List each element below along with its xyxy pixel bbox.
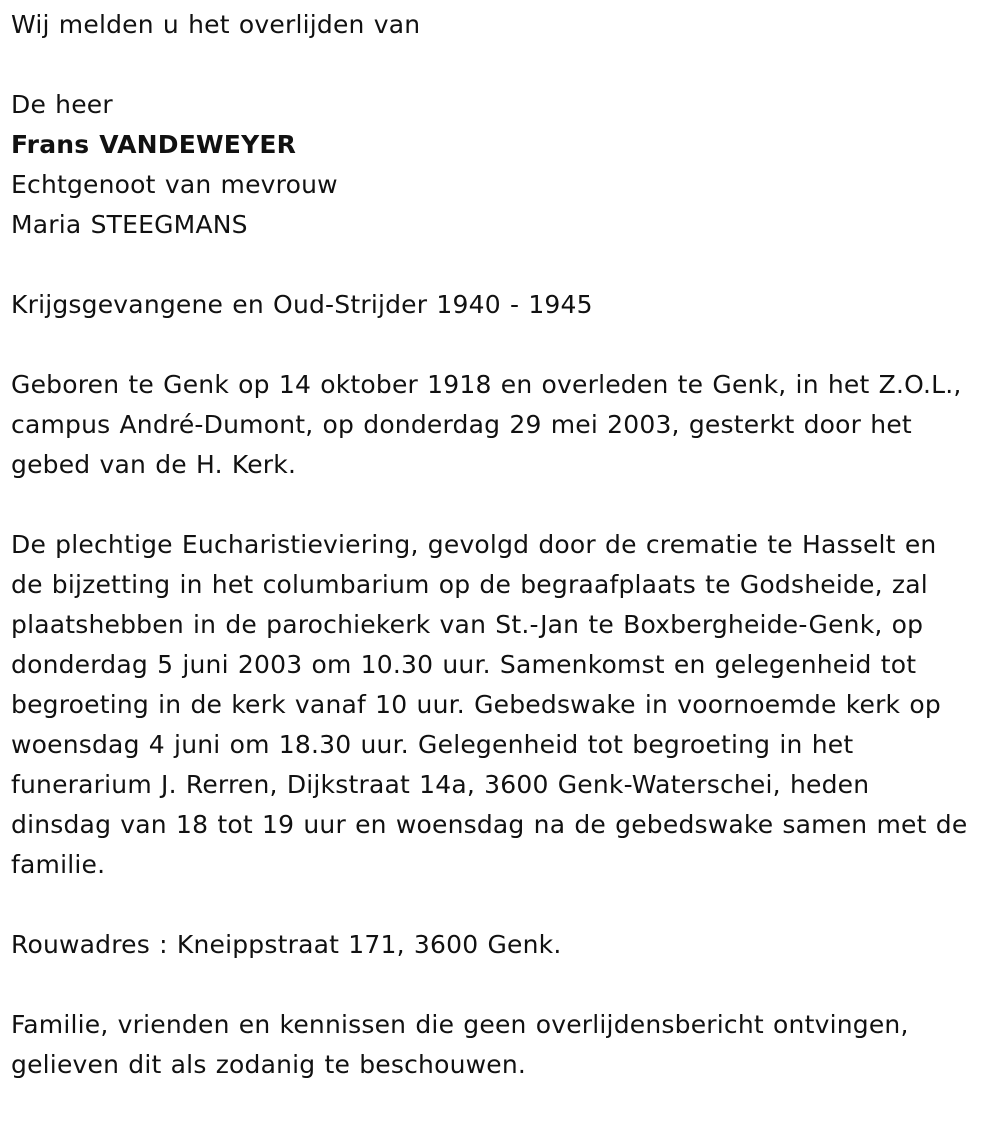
paragraph-line: plaatshebben in de parochiekerk van St.-Jan te Boxbergheide-Genk, op — [11, 610, 924, 639]
spouse-label: Echtgenoot van mevrouw — [11, 170, 338, 199]
paragraph-line: campus André-Dumont, op donderdag 29 mei 2003, gesterkt door het — [11, 410, 912, 439]
paragraph-line: Familie, vrienden en kennissen die geen overlijdensbericht ontvingen, — [11, 1010, 909, 1039]
death-notice — [11, 5, 993, 1085]
paragraph-line: gelieven dit als zodanig te beschouwen. — [11, 1050, 527, 1079]
deceased-name: Frans VANDEWEYER — [11, 130, 297, 159]
paragraph-line: dinsdag van 18 tot 19 uur en woensdag na de gebedswake samen met de — [11, 810, 968, 839]
mourning-address: Rouwadres : Kneippstraat 171, 3600 Genk. — [11, 930, 562, 959]
paragraph-line: familie. — [11, 850, 106, 879]
title-line: Krijgsgevangene en Oud-Strijder 1940 - 1945 — [11, 290, 593, 319]
paragraph-line: De plechtige Eucharistieviering, gevolgd door de crematie te Hasselt en — [11, 530, 937, 559]
paragraph-line: Geboren te Genk op 14 oktober 1918 en overleden te Genk, in het Z.O.L., — [11, 370, 962, 399]
birth-death-paragraph — [11, 365, 993, 485]
salutation: De heer — [11, 90, 113, 119]
paragraph-line: woensdag 4 juni om 18.30 uur. Gelegenheid tot begroeting in het — [11, 730, 854, 759]
paragraph-line: begroeting in de kerk vanaf 10 uur. Gebedswake in voornoemde kerk op — [11, 690, 941, 719]
intro-text: Wij melden u het overlijden van — [11, 10, 421, 39]
closing-paragraph — [11, 1005, 993, 1085]
paragraph-line: donderdag 5 juni 2003 om 10.30 uur. Samenkomst en gelegenheid tot — [11, 650, 917, 679]
ceremony-paragraph — [11, 525, 993, 885]
paragraph-line: funerarium J. Rerren, Dijkstraat 14a, 3600 Genk-Waterschei, heden — [11, 770, 870, 799]
spouse-name: Maria STEEGMANS — [11, 210, 248, 239]
paragraph-line: gebed van de H. Kerk. — [11, 450, 297, 479]
paragraph-line: de bijzetting in het columbarium op de begraafplaats te Godsheide, zal — [11, 570, 928, 599]
